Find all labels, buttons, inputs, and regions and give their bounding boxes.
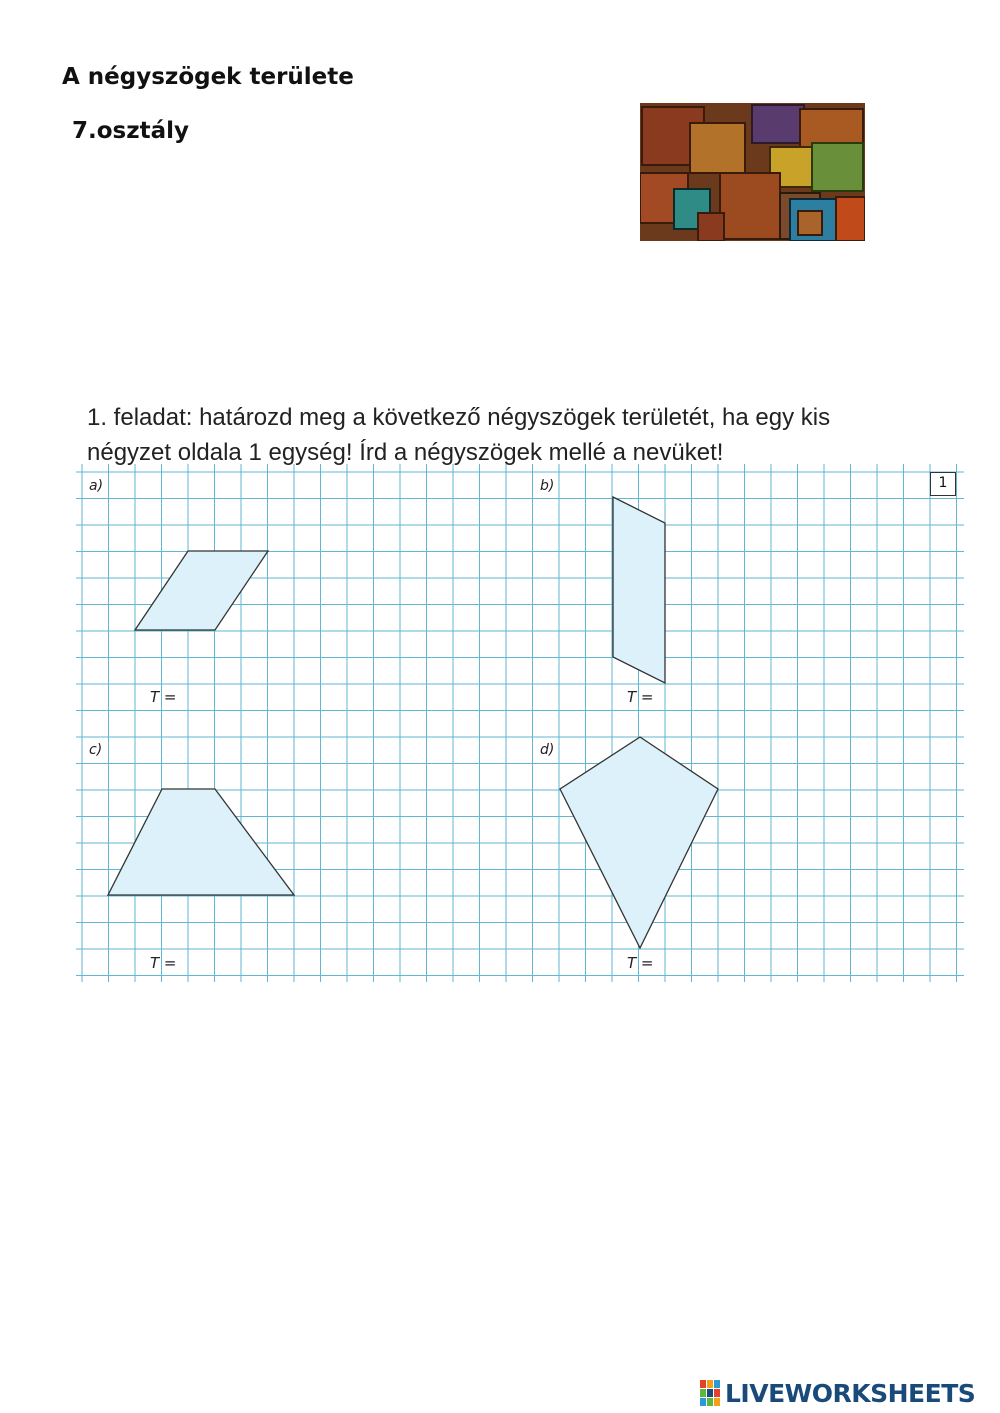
page-number-badge: 1: [930, 472, 956, 496]
answer-a-label: T =: [150, 688, 177, 706]
figure-a-label: a): [89, 478, 104, 494]
answer-d-label: T =: [627, 954, 654, 972]
task-line-1: 1. feladat: határozd meg a következő négyszögek területét, ha egy kis: [87, 404, 831, 431]
liveworksheets-logo-icon: [700, 1380, 722, 1406]
figure-b-label: b): [540, 478, 555, 494]
grid-lines: [76, 464, 964, 982]
footer-brand-text: LIVEWORKSHEETS: [725, 1378, 976, 1408]
shape-b-parallelogram: [613, 497, 665, 683]
worksheet-title: A négyszögek területe: [62, 64, 354, 90]
footer-brand: [700, 1376, 975, 1410]
shape-a-parallelogram: [135, 551, 268, 630]
answer-c-label: T =: [150, 954, 177, 972]
shape-c-trapezoid: [108, 789, 294, 895]
figure-c-label: c): [89, 742, 103, 758]
task-line-2: négyzet oldala 1 egység! Írd a négyszögek mellé a nevüket!: [87, 439, 724, 466]
grade-label: 7.osztály: [72, 118, 190, 144]
figure-d-label: d): [540, 742, 555, 758]
answer-b-label: T =: [627, 688, 654, 706]
